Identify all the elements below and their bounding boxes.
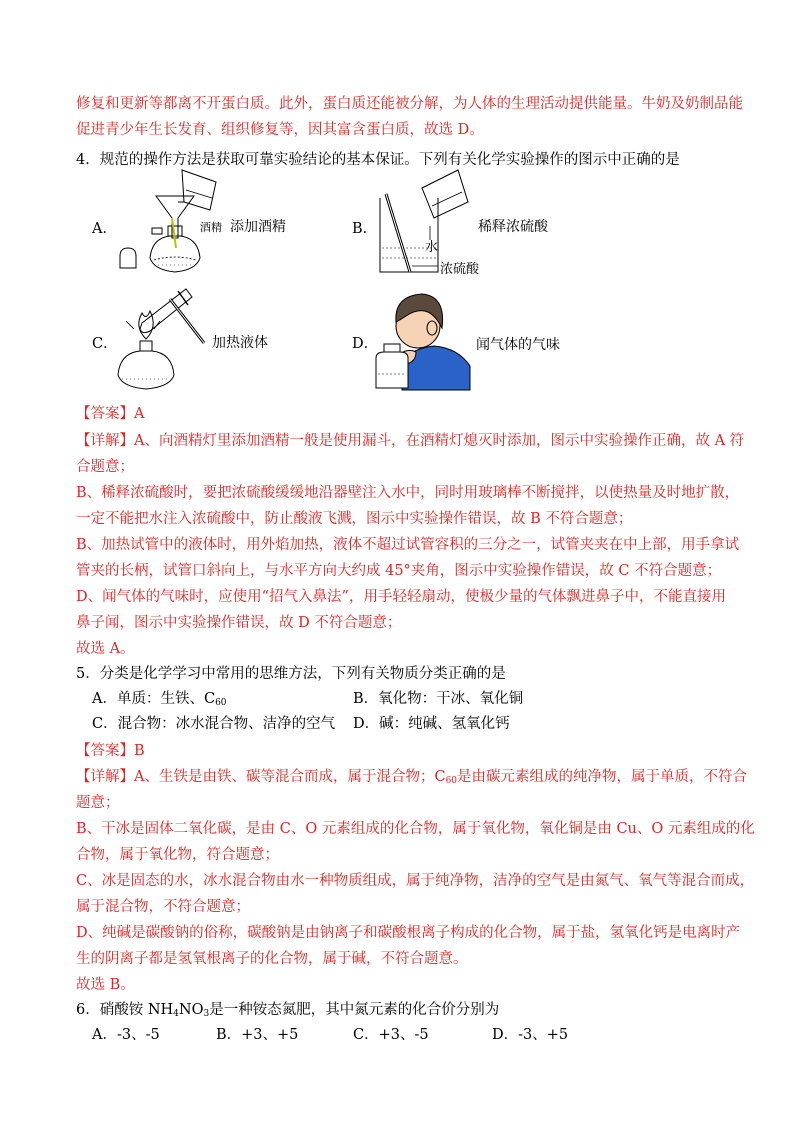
q4-option-a-letter: A． bbox=[92, 221, 117, 237]
q4-detail-line: B、加热试管中的液体时，用外焰加热，液体不超过试管容积的三分之一，试管夹夹在中上部，用手拿试 bbox=[76, 537, 740, 553]
q6-stem-post: 是一种铵态氮肥，其中氮元素的化合价分别为 bbox=[209, 1002, 500, 1018]
q5-option-b: B．氧化物：干冰、氧化铜 bbox=[353, 691, 524, 707]
q5-detail-line: C、冰是固态的水，冰水混合物由水一种物质组成，属于纯净物，洁净的空气是由氮气、氧气等混合而成， bbox=[76, 873, 755, 889]
q4-a-label: 添加酒精 bbox=[230, 219, 286, 235]
q5-option-c: C．混合物：冰水混合物、洁净的空气 bbox=[92, 716, 336, 732]
q6-option-b: B．+3、+5 bbox=[216, 1027, 299, 1043]
q6-stem-mid: NO bbox=[178, 1002, 204, 1018]
q4-option-c-letter: C． bbox=[92, 336, 118, 352]
q4-b-label: 稀释浓硫酸 bbox=[478, 219, 548, 235]
q4-detail-line: D、闻气体的气味时，应使用“招气入鼻法”，用手轻轻扇动，使极少量的气体飘进鼻子中，不能直接用 bbox=[76, 589, 726, 605]
q5-option-a bbox=[92, 689, 227, 713]
q4-a-small-label: 酒精 bbox=[200, 221, 222, 234]
q5-detail-line: 故选 B。 bbox=[76, 977, 135, 993]
q6-option-a: A．-3、-5 bbox=[92, 1027, 160, 1043]
intro-line-2: 促进青少年生长发育、组织修复等，因其富含蛋白质，故选 D。 bbox=[76, 122, 484, 138]
intro-line-1: 修复和更新等都离不开蛋白质。此外，蛋白质还能被分解，为人体的生理活动提供能量。牛奶及奶制品能 bbox=[76, 96, 743, 112]
q4-d-label: 闻气体的气味 bbox=[476, 337, 560, 353]
heat-liquid-figure bbox=[112, 283, 212, 393]
q4-answer: 【答案】A bbox=[76, 406, 145, 422]
q6-stem-pre: 6．硝酸铵 NH bbox=[76, 1002, 174, 1018]
q4-detail-line: 一定不能把水注入浓硫酸中，防止酸液飞溅，图示中实验操作错误，故 B 不符合题意； bbox=[76, 511, 633, 527]
q4-detail-line: 鼻子闻，图示中实验操作错误，故 D 不符合题意； bbox=[76, 615, 402, 631]
q4-stem: 4．规范的操作方法是获取可靠实验结论的基本保证。下列有关化学实验操作的图示中正确的是 bbox=[76, 152, 680, 168]
q5-detail-line: 生的阴离子都是氢氧根离子的化合物，属于碱，不符合题意。 bbox=[76, 951, 468, 967]
q5-detail-line: 题意； bbox=[76, 795, 120, 811]
q5-answer: 【答案】B bbox=[76, 743, 145, 759]
q5-option-a-sub: 60 bbox=[215, 698, 227, 708]
q5-stem: 5．分类是化学学习中常用的思维方法，下列有关物质分类正确的是 bbox=[76, 666, 506, 682]
q6-sub-2: 3 bbox=[203, 1009, 210, 1019]
q5-detail-line: 属于混合物，不符合题意； bbox=[76, 899, 250, 915]
q4-detail-line: B、稀释浓硫酸时，要把浓硫酸缓缓地沿器壁注入水中，同时用玻璃棒不断搅拌，以使热量及时地扩散， bbox=[76, 485, 740, 501]
q4-b-water-label: 水 bbox=[425, 240, 439, 255]
q6-option-c: C．+3、-5 bbox=[353, 1027, 429, 1043]
q5-detail-line-1 bbox=[76, 767, 748, 791]
q6-stem bbox=[76, 1000, 736, 1024]
q5-option-a-text: A．单质：生铁、C bbox=[92, 691, 216, 707]
q4-c-label: 加热液体 bbox=[212, 335, 268, 351]
q4-detail-line: 管夹的长柄，试管口斜向上，与水平方向大约成 45°夹角，图示中实验操作错误，故 C 不符合题意； bbox=[76, 563, 722, 579]
q5-option-d: D．碱：纯碱、氢氧化钙 bbox=[353, 716, 510, 732]
q5-detail-sub: 60 bbox=[445, 776, 458, 786]
q4-b-acid-label: 浓硫酸 bbox=[440, 262, 480, 277]
q4-detail-line: 故选 A。 bbox=[76, 641, 135, 657]
q5-detail-post: 是由碳元素组成的纯净物，属于单质，不符合 bbox=[457, 769, 748, 785]
q5-detail-line: 合物，属于氧化物，符合题意； bbox=[76, 847, 279, 863]
q6-sub-1: 4 bbox=[173, 1009, 179, 1019]
q5-detail-line: D、纯碱是碳酸钠的俗称，碳酸钠是由钠离子和碳酸根离子构成的化合物，属于盐，氢氧化钙是电离时产 bbox=[76, 925, 741, 941]
q4-option-b-letter: B． bbox=[352, 221, 378, 237]
q5-detail-line: B、干冰是固体二氧化碳，是由 C、O 元素组成的化合物，属于氧化物，氧化铜是由 Cu、O 元素组成的化 bbox=[76, 821, 755, 837]
q5-detail-pre: 【详解】A、生铁是由铁、碳等混合而成，属于混合物；C bbox=[76, 769, 446, 785]
smell-gas-figure bbox=[372, 282, 472, 392]
q4-detail-line: 【详解】A、向酒精灯里添加酒精一般是使用漏斗，在酒精灯熄灭时添加，图示中实验操作正确，故 A 符 bbox=[76, 433, 745, 449]
q4-option-d-letter: D． bbox=[352, 336, 379, 352]
q6-option-d: D．-3、+5 bbox=[492, 1027, 569, 1043]
q4-detail-line: 合题意； bbox=[76, 459, 134, 475]
